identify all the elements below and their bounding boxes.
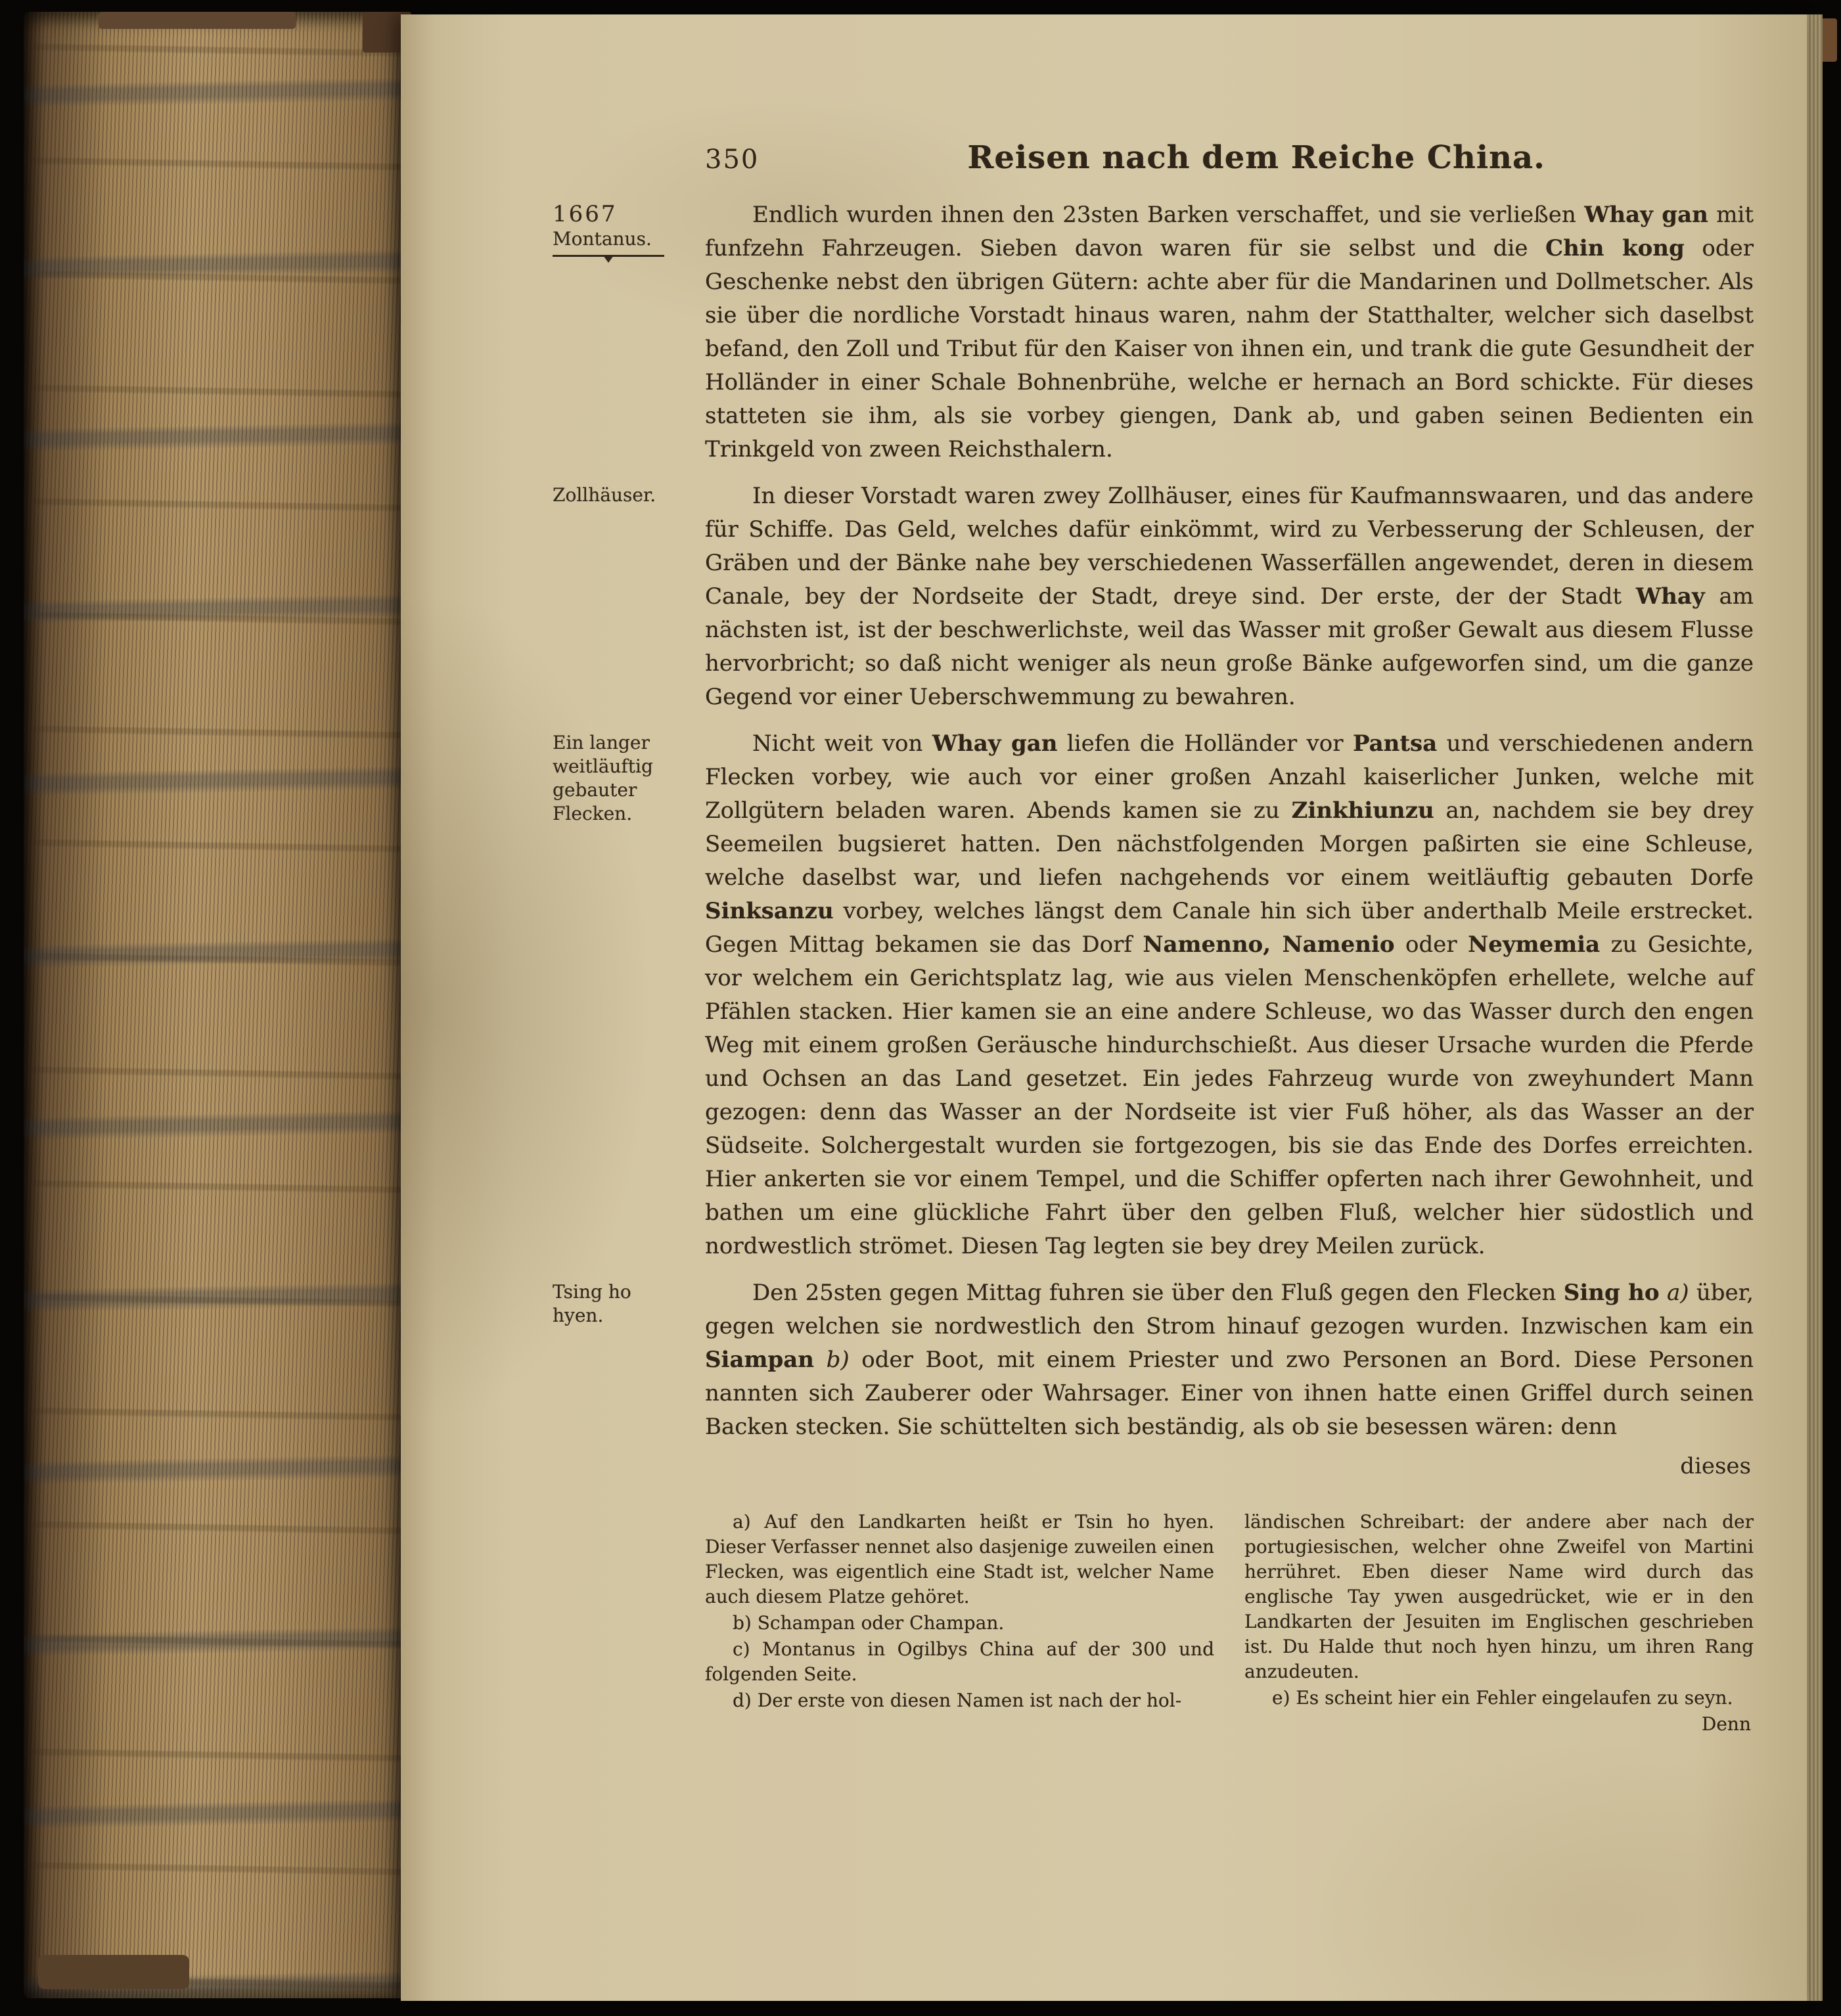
catchword: dieses xyxy=(1680,1453,1751,1479)
margin-note-text: Ein langer xyxy=(553,732,650,753)
paragraph xyxy=(553,480,1754,714)
footnotes xyxy=(705,1510,1754,1737)
margin-brace xyxy=(553,255,664,265)
book-fore-edge xyxy=(24,12,405,1998)
book-page xyxy=(401,14,1807,2001)
footnote-item: d) Der erste von diesen Namen ist nach der hol- xyxy=(733,1690,1182,1711)
page-header-title: Reisen nach dem Reiche China. xyxy=(967,139,1545,176)
paragraph-text: Endlich wurden ihnen den 23sten Barken verschaffet, und sie verließen Whay gan mit funfzehn Fahrzeugen. Sieben davon waren für sie selbst und die Chin kong oder Geschenke nebst den übrigen Gütern: achte aber für die Mandarinen und Dollmetscher. Als sie über die nordliche Vorstadt hinaus waren, nahm der Statthalter, welcher sich daselbst befand, den Zoll und Tribut für den Kaiser von ihnen ein, und trank die gute Gesundheit der Holländer in einer Schale Bohnenbrühe, welche er hernach an Bord schickte. Für dieses statteten sie ihm, als sie vorbey giengen, Dank ab, und gaben seinen Bedienten ein Trinkgeld von zween Reichsthalern. xyxy=(705,202,1754,462)
footnote-column-right xyxy=(1244,1510,1754,1737)
paragraph xyxy=(553,198,1754,466)
margin-note-text: Zollhäuser. xyxy=(553,484,656,506)
margin-note-text: gebauter xyxy=(553,779,637,801)
margin-note xyxy=(553,1280,692,1328)
leather-cover-top xyxy=(99,12,296,29)
footnote-item: c) Montanus in Ogilbys China auf der 300 und folgenden Seite. xyxy=(705,1638,1214,1685)
margin-note-text: weitläuftig xyxy=(553,755,653,777)
footnote-continuation: ländischen Schreibart: der andere aber nach der portugiesischen, welcher ohne Zweifel von Martini herrühret. Eben dieser Name wird durch das englische Tay ywen ausgedrücket, wie er in den Landkarten der Jesuiten im Englischen geschrieben ist. Du Halde thut noch hyen hinzu, um ihren Rang anzudeuten. xyxy=(1244,1511,1754,1682)
paragraph-text: Den 25sten gegen Mittag fuhren sie über den Fluß gegen den Flecken Sing ho a) über, gegen welchen sie nordwestlich den Strom hinauf gezogen wurden. Inzwischen kam ein Siampan b) oder Boot, mit einem Priester und zwo Personen an Bord. Diese Personen nannten sich Zauberer oder Wahrsager. Einer von ihnen hatte einen Griffel durch seinen Backen stecken. Sie schüttelten sich beständig, als ob sie besessen wären: denn xyxy=(705,1280,1754,1440)
footnote-item: b) Schampan oder Champan. xyxy=(733,1612,1005,1634)
footnote-column-left xyxy=(705,1510,1214,1737)
margin-note xyxy=(553,731,692,826)
paragraph-text: In dieser Vorstadt waren zwey Zollhäuser, eines für Kaufmannswaaren, und das andere für Schiffe. Das Geld, welches dafür einkömmt, wird zu Verbesserung der Schleusen, der Gräben und der Bänke nahe bey verschiedenen Wasserfällen angewendet, deren in diesem Canale, bey der Nordseite der Stadt, dreye sind. Der erste, der der Stadt Whay am nächsten ist, ist der beschwerlichste, weil das Wasser mit großer Gewalt aus diesem Flusse hervorbricht; so daß nicht weniger als neun große Bänke aufgeworfen sind, um die ganze Gegend vor einer Ueberschwemmung zu bewahren. xyxy=(705,483,1754,710)
margin-note-text: hyen. xyxy=(553,1305,604,1326)
margin-note xyxy=(553,483,692,507)
margin-note-text: Montanus. xyxy=(553,228,652,250)
page-stack-right-edge xyxy=(1807,14,1823,2001)
leather-cover-bottom xyxy=(38,1955,189,1989)
paragraph-text: Nicht weit von Whay gan liefen die Holländer vor Pantsa und verschiedenen andern Flecken vorbey, wie auch vor einer großen Anzahl kaiserlicher Junken, welche mit Zollgütern beladen waren. Abends kamen sie zu Zinkhiunzu an, nachdem sie bey drey Seemeilen bugsieret hatten. Den nächstfolgenden Morgen paßirten sie eine Schleuse, welche daselbst war, und liefen nachgehends vor einem weitläuftig gebauten Dorfe Sinksanzu vorbey, welches längst dem Canale hin sich über anderthalb Meile erstrecket. Gegen Mittag bekamen sie das Dorf Namenno, Namenio oder Neymemia zu Gesichte, vor welchem ein Gerichtsplatz lag, wie aus vielen Menschenköpfen erhellete, welche auf Pfählen stacken. Hier kamen sie an eine andere Schleuse, wo das Wasser durch den engen Weg mit einem großen Geräusche hindurchschießt. Aus dieser Ursache wurden die Pferde und Ochsen an das Land gesetzet. Ein jedes Fahrzeug wurde von zweyhundert Mann gezogen: denn das Wasser an der Nordseite ist vier Fuß höher, als das Wasser an der Südseite. Solchergestalt wurden sie fortgezogen, bis sie das Ende des Dorfes erreichten. Hier ankerten sie vor einem Tempel, und die Schiffer opferten nach ihrer Gewohnheit, und bathen um eine glückliche Fahrt über den gelben Fluß, welcher hier südostlich und nordwestlich strömet. Diesen Tag legten sie bey drey Meilen zurück. xyxy=(705,730,1754,1259)
catchword: Denn xyxy=(1701,1713,1751,1735)
margin-note xyxy=(553,202,692,265)
margin-note-text: Flecken. xyxy=(553,803,633,824)
page-number: 350 xyxy=(705,145,760,175)
page-header xyxy=(705,139,1754,176)
footnote-item: a) Auf den Landkarten heißt er Tsin ho hyen. Dieser Verfasser nennet also dasjenige zuweilen einen Flecken, was eigentlich eine Stadt ist, welcher Name auch diesem Platze gehöret. xyxy=(705,1511,1214,1607)
margin-year: 1667 xyxy=(553,201,618,227)
margin-note-text: Tsing ho xyxy=(553,1281,631,1303)
footnote-item: e) Es scheint hier ein Fehler eingelaufen zu seyn. xyxy=(1272,1687,1733,1709)
page-content xyxy=(553,139,1754,1737)
paragraph xyxy=(553,727,1754,1263)
paragraph xyxy=(553,1276,1754,1444)
